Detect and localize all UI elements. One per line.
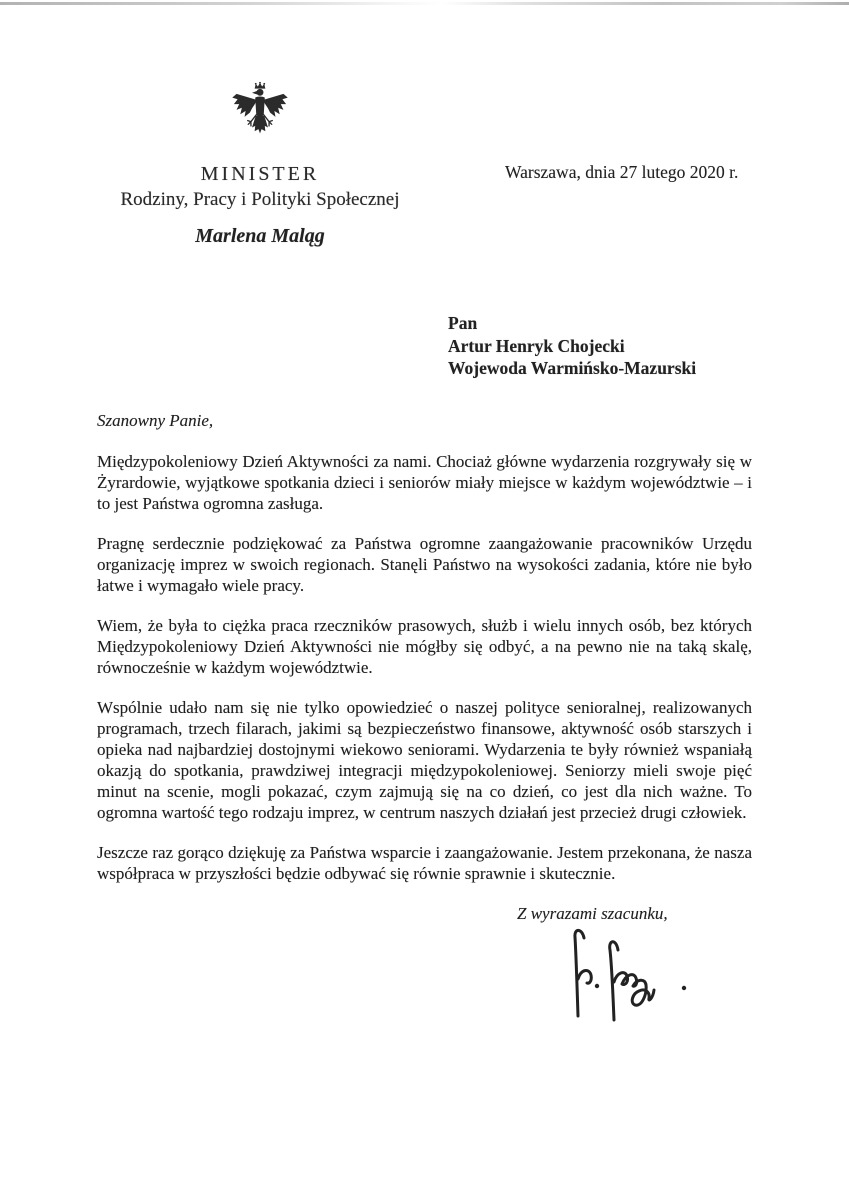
letterhead (95, 80, 425, 248)
minister-signatory-name: Marlena Maląg (195, 225, 325, 247)
ministry-department: Rodziny, Pracy i Polityki Społecznej (120, 189, 400, 210)
letter-body (97, 410, 752, 924)
closing-phrase: Z wyrazami szacunku, (517, 904, 668, 923)
recipient-line-title: Pan (448, 313, 478, 333)
letter-paragraph: Wspólnie udało nam się nie tylko opowiedzieć o naszej polityce senioralnej, realizowanych programach, trzech filarach, jakimi są bezpieczeństwo finansowe, aktywność osób starszych i opieka nad najbardziej dostojnymi wiekowo seniorami. Wydarzenia te były również wspaniałą okazją do spotkania, prawdziwej integracji międzypokoleniowej. Seniorzy mieli swoje pięć minut na scenie, mogli pokazać, czym zajmują się na co dzień, co jest dla nich ważne. To ogromna wartość tego rodzaju imprez, w centrum naszych działań jest przecież drugi człowiek. (97, 698, 752, 822)
date-line: Warszawa, dnia 27 lutego 2020 r. (505, 162, 739, 182)
recipient-line-name: Artur Henryk Chojecki (448, 335, 625, 356)
recipient-block (448, 312, 696, 380)
letter-paragraph: Pragnę serdecznie podziękować za Państwa ogromne zaangażowanie pracowników Urzędu organizację imprez w swoich regionach. Stanęli Państwo na wysokości zadania, które nie było łatwe i wymagało wiele pracy. (97, 534, 752, 595)
scan-edge-artifact (0, 2, 849, 5)
letter-paragraph: Wiem, że była to ciężka praca rzeczników prasowych, służb i wielu innych osób, bez których Międzypokoleniowy Dzień Aktywności nie mógłby się odbyć, a na pewno nie na taką skalę, równocześnie w każdym województwie. (97, 616, 752, 677)
letter-paragraph: Jeszcze raz gorąco dziękuję za Państwa wsparcie i zaangażowanie. Jestem przekonana, że nasza współpraca w przyszłości będzie odbywać się równie sprawnie i skutecznie. (97, 843, 752, 883)
letter-paragraph: Międzypokoleniowy Dzień Aktywności za nami. Chociaż główne wydarzenia rozgrywały się w Żyrardowie, wyjątkowe spotkania dzieci i seniorów miały miejsce w każdym województwie – i to jest Państwa ogromna zasługa. (97, 452, 752, 513)
minister-title: MINISTER (200, 163, 320, 185)
polish-eagle-emblem (228, 80, 292, 158)
salutation: Szanowny Panie, (97, 411, 214, 430)
handwritten-signature (556, 924, 706, 1029)
recipient-line-role: Wojewoda Warmińsko-Mazurski (448, 358, 697, 378)
